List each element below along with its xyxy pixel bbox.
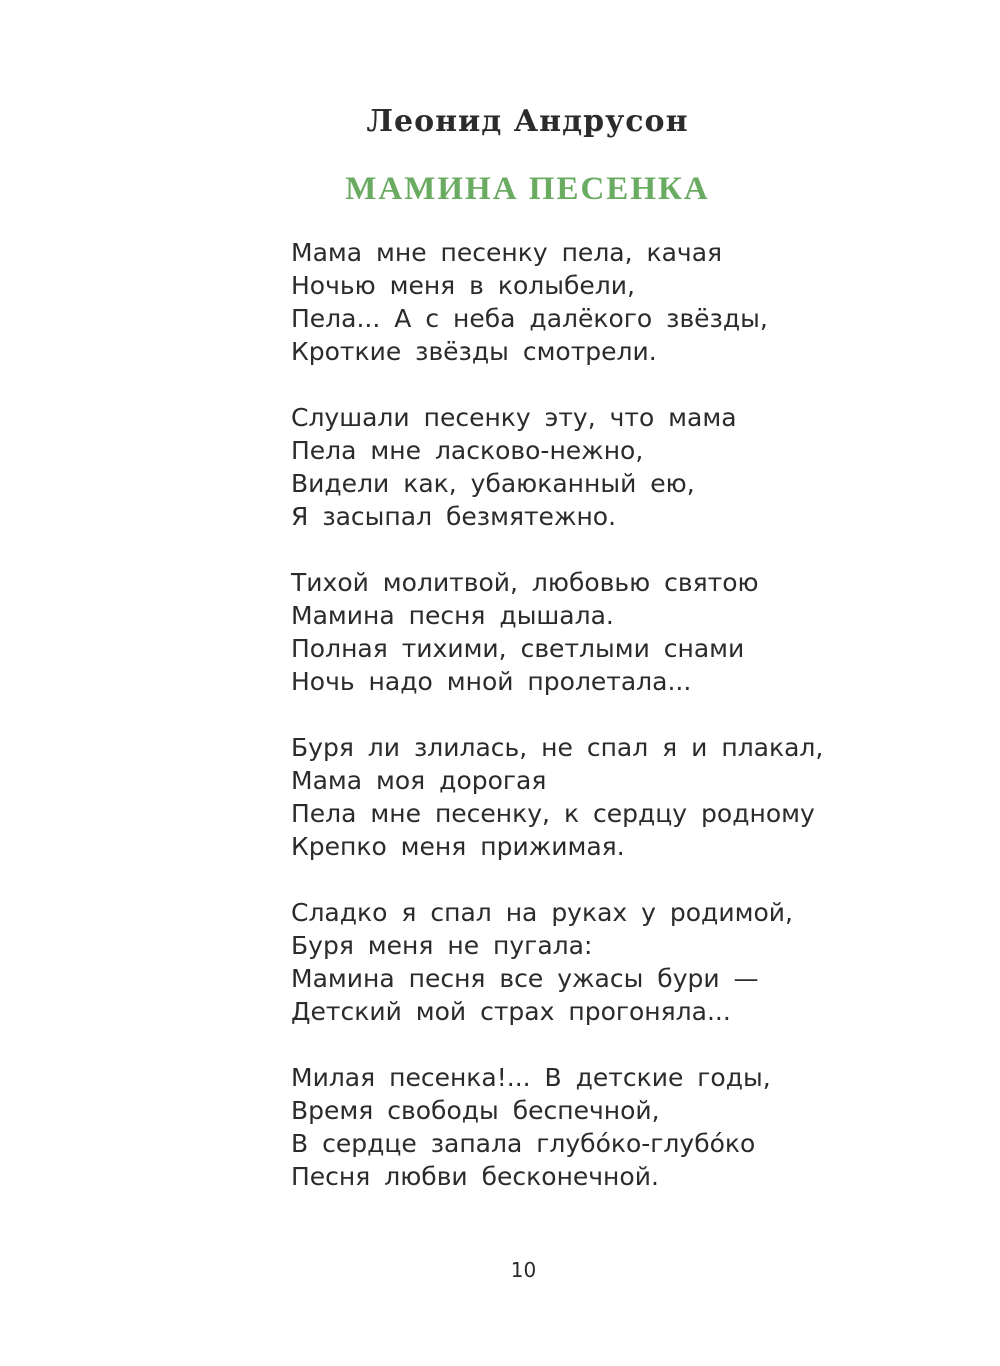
- poem-line: Я засыпал безмятежно.: [291, 502, 617, 531]
- poem-line: Кроткие звёзды смотрели.: [291, 337, 657, 366]
- stanza: [291, 1061, 981, 1193]
- poem-line: Полная тихими, светлыми снами: [291, 634, 745, 663]
- poem-line: Мама мне песенку пела, качая: [291, 238, 723, 267]
- poem-line: Мама моя дорогая: [291, 766, 547, 795]
- stanza: [291, 401, 981, 533]
- poem-line: Буря ли злилась, не спал я и плакал,: [291, 733, 824, 762]
- poem-line: Видели как, убаюканный ею,: [291, 469, 695, 498]
- stanza: [291, 731, 981, 863]
- poem-line: Пела мне ласково-нежно,: [291, 436, 644, 465]
- poem-body: [291, 236, 981, 1226]
- poem-line: Пела... А с неба далёкого звёзды,: [291, 304, 768, 333]
- page-number: 10: [510, 1258, 537, 1282]
- poem-line: Ночь надо мной пролетала...: [291, 667, 692, 696]
- stanza: [291, 236, 981, 368]
- poem-line: Крепко меня прижимая.: [291, 832, 625, 861]
- poem-line: Тихой молитвой, любовью святою: [291, 568, 759, 597]
- stanza: [291, 896, 981, 1028]
- poem-line: Буря меня не пугала:: [291, 931, 593, 960]
- stanza: [291, 566, 981, 698]
- poem-line: Мамина песня дышала.: [291, 601, 614, 630]
- poem-line: Время свободы беспечной,: [291, 1096, 660, 1125]
- poem-title: МАМИНА ПЕСЕНКА: [345, 171, 710, 207]
- poem-line: Мамина песня все ужасы бури —: [291, 964, 759, 993]
- author-name: Леонид Андрусон: [366, 104, 689, 139]
- poem-line: Пела мне песенку, к сердцу родному: [291, 799, 815, 828]
- poem-line: Песня любви бесконечной.: [291, 1162, 659, 1191]
- poem-line: В сердце запала глубо́ко-глубо́ко: [291, 1129, 756, 1158]
- poem-line: Детский мой страх прогоняла...: [291, 997, 731, 1026]
- poem-line: Сладко я спал на руках у родимой,: [291, 898, 793, 927]
- poem-line: Милая песенка!... В детские годы,: [291, 1063, 771, 1092]
- poem-line: Слушали песенку эту, что мама: [291, 403, 737, 432]
- poem-line: Ночью меня в колыбели,: [291, 271, 635, 300]
